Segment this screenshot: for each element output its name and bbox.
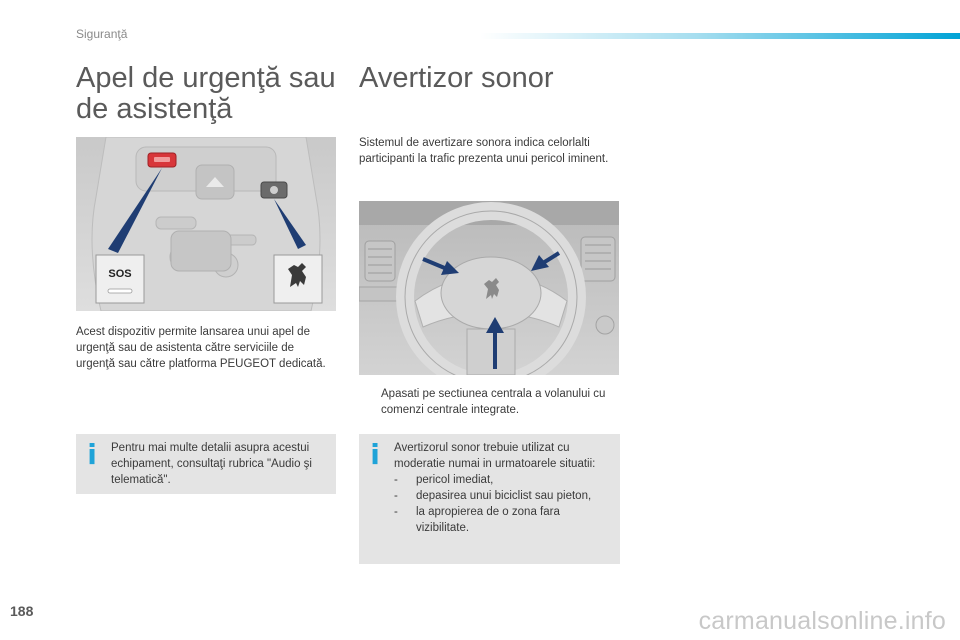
horn-usage-lead: Avertizorul sonor trebuie utilizat cu moderatie numai in urmatoarele situatii: bbox=[394, 442, 596, 470]
page-number: 188 bbox=[10, 603, 34, 619]
emergency-call-description: Acest dispozitiv permite lansarea unui apel de urgenţă sau de asistenta către serviciile de urgenţă sau către platforma PEUGEOT dedicată. bbox=[76, 326, 326, 370]
sos-callout bbox=[96, 255, 144, 303]
info-text-horn-usage bbox=[394, 440, 614, 536]
title-emergency-call: Apel de urgenţă sau de asistenţă bbox=[76, 62, 336, 126]
bullet-marker bbox=[359, 386, 381, 418]
sos-label: SOS bbox=[108, 268, 132, 280]
horn-instruction-text: Apasati pe sectiunea centrala a volanului cu comenzi centrale integrate. bbox=[381, 388, 606, 416]
watermark: carmanualsonline.info bbox=[698, 607, 946, 635]
info-box-audio-telematics bbox=[76, 434, 336, 494]
horn-usage-list bbox=[394, 472, 614, 536]
section-label: Siguranţă bbox=[76, 27, 128, 41]
info-text-audio-telematics: Pentru mai multe detalii asupra acestui echipament, consultaţi rubrica "Audio şi telematică". bbox=[111, 442, 312, 486]
title-horn: Avertizor sonor bbox=[359, 62, 554, 94]
list-item: - pericol imediat, bbox=[394, 474, 494, 486]
info-box-horn-usage bbox=[359, 434, 620, 564]
figure-sos-console bbox=[76, 137, 336, 311]
horn-instruction bbox=[359, 386, 619, 418]
list-item: - la apropierea de o zona fara vizibilitate. bbox=[394, 506, 560, 534]
header-accent-bar bbox=[480, 33, 960, 39]
figure-steering-wheel bbox=[359, 201, 619, 375]
info-icon: i bbox=[370, 438, 380, 471]
list-item: - depasirea unui biciclist sau pieton, bbox=[394, 490, 592, 502]
peugeot-callout bbox=[274, 255, 322, 303]
horn-description: Sistemul de avertizare sonora indica celorlalti participanti la trafic prezenta unui pericol iminent. bbox=[359, 137, 609, 165]
sos-button-small bbox=[148, 153, 176, 167]
assistance-button-small bbox=[261, 182, 287, 198]
info-icon: i bbox=[87, 438, 97, 471]
